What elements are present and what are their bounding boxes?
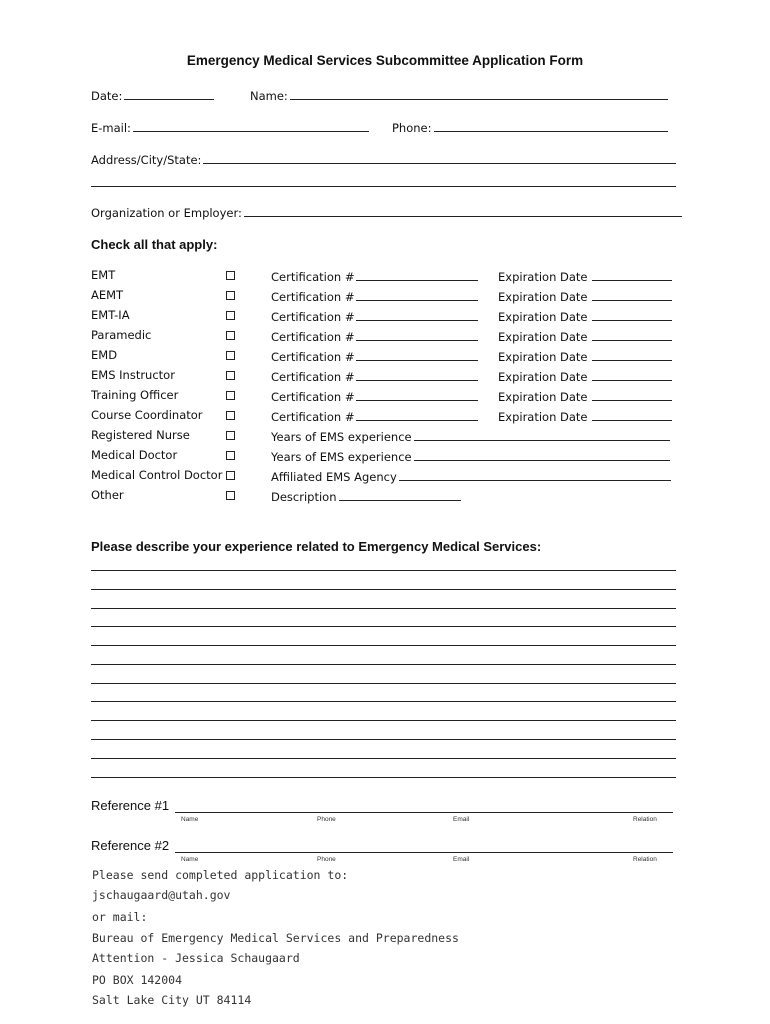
credential-field-2[interactable] — [498, 308, 672, 324]
credential-row — [91, 428, 691, 446]
credential-field-2-label: Expiration Date — [498, 350, 588, 364]
experience-line[interactable] — [91, 570, 676, 571]
credential-checkbox[interactable] — [226, 411, 235, 420]
credential-field-1[interactable] — [271, 268, 478, 284]
credential-field-2-label: Expiration Date — [498, 390, 588, 404]
credential-name: Training Officer — [91, 388, 179, 402]
name-label: Name: — [250, 89, 288, 103]
credential-checkbox[interactable] — [226, 491, 235, 500]
credential-checkbox[interactable] — [226, 311, 235, 320]
credential-field-2[interactable] — [498, 388, 672, 404]
credential-checkbox[interactable] — [226, 331, 235, 340]
email-label: E-mail: — [91, 121, 131, 135]
credential-field-1-label: Certification # — [271, 270, 355, 284]
credential-row — [91, 388, 691, 406]
experience-line[interactable] — [91, 720, 676, 721]
credential-name: EMS Instructor — [91, 368, 175, 382]
credential-field-1[interactable] — [271, 488, 461, 504]
credential-field-2-label: Expiration Date — [498, 410, 588, 424]
credential-field-2[interactable] — [498, 348, 672, 364]
credential-field-1[interactable] — [271, 308, 478, 324]
reference-1-label: Reference #1 — [91, 798, 170, 813]
credential-row — [91, 328, 691, 346]
credential-field-1-label: Affiliated EMS Agency — [271, 470, 397, 484]
credential-field-1-label: Certification # — [271, 370, 355, 384]
address-label: Address/City/State: — [91, 153, 202, 167]
phone-label: Phone: — [392, 121, 432, 135]
credential-row — [91, 468, 691, 486]
experience-line[interactable] — [91, 777, 676, 778]
credential-field-2[interactable] — [498, 368, 672, 384]
organization-label: Organization or Employer: — [91, 206, 242, 220]
reference-2-label: Reference #2 — [91, 838, 170, 853]
instructions-line-3: or mail: — [92, 910, 148, 924]
credential-checkbox[interactable] — [226, 431, 235, 440]
credential-field-2[interactable] — [498, 408, 672, 424]
experience-line[interactable] — [91, 701, 676, 702]
credential-field-2-label: Expiration Date — [498, 370, 588, 384]
credential-name: AEMT — [91, 288, 124, 302]
instructions-city: Salt Lake City UT 84114 — [92, 993, 252, 1007]
credential-name: EMD — [91, 348, 118, 362]
instructions-po-box: PO BOX 142004 — [92, 973, 183, 987]
credential-field-1-label: Certification # — [271, 410, 355, 424]
ref2-relation-caption: Relation — [633, 856, 657, 863]
credential-name: EMT-IA — [91, 308, 130, 322]
credential-field-1-label: Certification # — [271, 350, 355, 364]
credential-field-1[interactable] — [271, 408, 478, 424]
credential-row — [91, 488, 691, 506]
experience-line[interactable] — [91, 758, 676, 759]
experience-line[interactable] — [91, 608, 676, 609]
email-phone-row — [91, 119, 681, 137]
credential-field-2-label: Expiration Date — [498, 270, 588, 284]
credential-name: Medical Control Doctor — [91, 468, 223, 482]
reference-1[interactable] — [91, 798, 681, 828]
credential-checkbox[interactable] — [226, 471, 235, 480]
ref1-phone-caption: Phone — [317, 816, 336, 823]
credential-row — [91, 408, 691, 426]
instructions-bureau: Bureau of Emergency Medical Services and Preparedness — [92, 931, 459, 945]
ref2-name-caption: Name — [181, 856, 199, 863]
credential-field-1-label: Certification # — [271, 290, 355, 304]
credential-name: Paramedic — [91, 328, 152, 342]
credential-name: Other — [91, 488, 124, 502]
credential-checkbox[interactable] — [226, 371, 235, 380]
credential-field-1[interactable] — [271, 348, 478, 364]
ref2-email-caption: Email — [453, 856, 470, 863]
credential-field-1-label: Certification # — [271, 330, 355, 344]
instructions-line-1: Please send completed application to: — [92, 868, 349, 882]
ref1-name-caption: Name — [181, 816, 199, 823]
credential-name: EMT — [91, 268, 116, 282]
credential-field-2-label: Expiration Date — [498, 310, 588, 324]
experience-line[interactable] — [91, 645, 676, 646]
credential-field-1-label: Certification # — [271, 310, 355, 324]
credential-checkbox[interactable] — [226, 291, 235, 300]
credential-row — [91, 288, 691, 306]
credential-row — [91, 348, 691, 366]
credential-checkbox[interactable] — [226, 391, 235, 400]
experience-line[interactable] — [91, 739, 676, 740]
ref1-relation-caption: Relation — [633, 816, 657, 823]
experience-line[interactable] — [91, 589, 676, 590]
date-field[interactable] — [91, 87, 214, 103]
credential-checkbox[interactable] — [226, 271, 235, 280]
name-field[interactable] — [250, 87, 668, 103]
credential-row — [91, 368, 691, 386]
credential-field-1-label: Description — [271, 490, 337, 504]
credential-field-1[interactable] — [271, 448, 670, 464]
address-line-2[interactable] — [91, 186, 676, 187]
form-title: Emergency Medical Services Subcommittee Application Form — [186, 53, 584, 68]
credential-field-1[interactable] — [271, 368, 478, 384]
credential-field-1-label: Years of EMS experience — [271, 450, 412, 464]
credential-checkbox[interactable] — [226, 451, 235, 460]
ref2-phone-caption: Phone — [317, 856, 336, 863]
credential-name: Medical Doctor — [91, 448, 178, 462]
credential-name: Registered Nurse — [91, 428, 190, 442]
date-name-row — [91, 87, 681, 105]
credential-row — [91, 448, 691, 466]
credential-row — [91, 268, 691, 286]
credential-field-1-label: Certification # — [271, 390, 355, 404]
credential-name: Course Coordinator — [91, 408, 203, 422]
credential-field-1[interactable] — [271, 468, 671, 484]
experience-line[interactable] — [91, 664, 676, 665]
instructions-attention: Attention - Jessica Schaugaard — [92, 951, 300, 965]
credential-field-2[interactable] — [498, 268, 672, 284]
credential-field-2-label: Expiration Date — [498, 290, 588, 304]
experience-line[interactable] — [91, 683, 676, 684]
address-row[interactable] — [91, 151, 681, 169]
instructions-email: jschaugaard@utah.gov — [92, 888, 231, 902]
credential-field-1[interactable] — [271, 288, 478, 304]
credential-field-1[interactable] — [271, 428, 670, 444]
ref1-email-caption: Email — [453, 816, 470, 823]
phone-field[interactable] — [392, 119, 668, 135]
reference-2[interactable] — [91, 838, 681, 868]
credential-checkbox[interactable] — [226, 351, 235, 360]
date-label: Date: — [91, 89, 123, 103]
credential-field-2-label: Expiration Date — [498, 330, 588, 344]
credential-field-1-label: Years of EMS experience — [271, 430, 412, 444]
credential-field-1[interactable] — [271, 388, 478, 404]
credential-field-2[interactable] — [498, 328, 672, 344]
credential-row — [91, 308, 691, 326]
organization-row[interactable] — [91, 204, 681, 222]
experience-heading: Please describe your experience related to Emergency Medical Services: — [91, 539, 542, 554]
email-field[interactable] — [91, 119, 369, 135]
credential-field-2[interactable] — [498, 288, 672, 304]
experience-line[interactable] — [91, 626, 676, 627]
credential-field-1[interactable] — [271, 328, 478, 344]
check-all-heading: Check all that apply: — [91, 237, 218, 252]
